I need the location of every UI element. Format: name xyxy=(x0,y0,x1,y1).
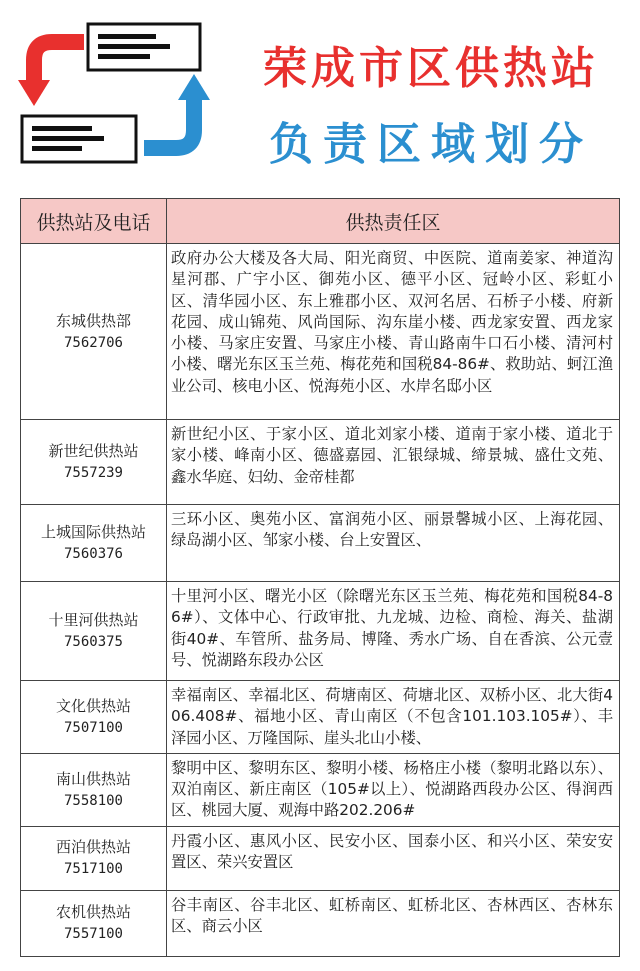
table-row xyxy=(21,582,620,681)
station-phone: 7557100 xyxy=(63,926,123,943)
area-cell: 三环小区、奥苑小区、富润苑小区、丽景馨城小区、上海花园、绿岛湖小区、邹家小楼、台上安置区、 xyxy=(167,505,620,582)
column-header-station: 供热站及电话 xyxy=(21,199,167,244)
area-cell: 谷丰南区、谷丰北区、虹桥南区、虹桥北区、杏林西区、杏林东区、商云小区 xyxy=(167,890,620,956)
table-row xyxy=(21,244,620,420)
heating-zone-table xyxy=(20,198,620,957)
station-name: 文化供热站 xyxy=(55,696,131,715)
station-phone: 7517100 xyxy=(63,861,123,878)
table-row xyxy=(21,681,620,754)
area-cell: 十里河小区、曙光小区（除曙光东区玉兰苑、梅花苑和国税84-86#）、文体中心、行政审批、九龙城、边检、商检、海关、盐湖街40#、车管所、盐务局、博隆、秀水广场、自在香滨、公元壹号、悦湖路东段办公区 xyxy=(167,582,620,681)
exchange-arrows-icon xyxy=(14,20,214,170)
column-header-area: 供热责任区 xyxy=(167,199,620,244)
table-row xyxy=(21,505,620,582)
station-phone: 7558100 xyxy=(63,792,123,809)
area-cell: 新世纪小区、于家小区、道北刘家小楼、道南于家小楼、道北于家小楼、峰南小区、德盛嘉园、汇银绿城、缔景城、盛仕文苑、鑫水华庭、妇幼、金帝桂都 xyxy=(167,420,620,505)
station-cell xyxy=(21,681,167,754)
station-cell xyxy=(21,826,167,890)
area-cell: 政府办公大楼及各大局、阳光商贸、中医院、道南姜家、神道沟星河郡、广宇小区、御苑小区、德平小区、冠岭小区、彩虹小区、清华园小区、东上雅郡小区、双河名居、石桥子小楼、府新花园、成山锦苑、风尚国际、沟东崖小楼、西龙家安置、西龙家小楼、马家庄安置、马家庄小楼、青山路南牛口石小楼、清河村小楼、曙光东区玉兰苑、梅花苑和国税84-86#、救助站、蚵江渔业公司、核电小区、悦海苑小区、水岸名邸小区 xyxy=(167,244,620,420)
station-cell xyxy=(21,244,167,420)
table-row xyxy=(21,420,620,505)
station-name: 上城国际供热站 xyxy=(40,523,146,541)
table-row xyxy=(21,890,620,956)
page-header xyxy=(0,0,640,200)
station-phone: 7557239 xyxy=(63,465,123,481)
station-cell xyxy=(21,753,167,826)
station-phone: 7560376 xyxy=(63,546,123,562)
station-phone: 7562706 xyxy=(63,334,123,351)
station-phone: 7560375 xyxy=(63,634,123,650)
area-cell: 丹霞小区、惠风小区、民安小区、国泰小区、和兴小区、荣安安置区、荣兴安置区 xyxy=(167,826,620,890)
table-row xyxy=(21,753,620,826)
page-subtitle: 负责区域划分 xyxy=(269,119,593,170)
area-cell: 黎明中区、黎明东区、黎明小楼、杨格庄小楼（黎明北路以东）、双泊南区、新庄南区（105#以上）、悦湖路西段办公区、得润西区、桃园大厦、观海中路202.206# xyxy=(167,753,620,826)
station-name: 新世纪供热站 xyxy=(48,442,139,460)
station-name: 南山供热站 xyxy=(55,769,131,788)
station-name: 十里河供热站 xyxy=(48,611,139,629)
area-cell: 幸福南区、幸福北区、荷塘南区、荷塘北区、双桥小区、北大街406.408#、福地小区、青山南区（不包含101.103.105#）、丰泽园小区、万隆国际、崖头北山小楼、 xyxy=(167,681,620,754)
page-title: 荣成市区供热站 xyxy=(263,43,599,94)
station-cell xyxy=(21,420,167,505)
station-phone: 7507100 xyxy=(63,719,123,736)
table-header-row xyxy=(21,199,620,244)
table-row xyxy=(21,826,620,890)
station-cell xyxy=(21,505,167,582)
station-cell xyxy=(21,582,167,681)
station-name: 西泊供热站 xyxy=(55,838,131,857)
station-name: 农机供热站 xyxy=(55,903,131,922)
station-name: 东城供热部 xyxy=(55,311,131,330)
station-cell xyxy=(21,890,167,956)
